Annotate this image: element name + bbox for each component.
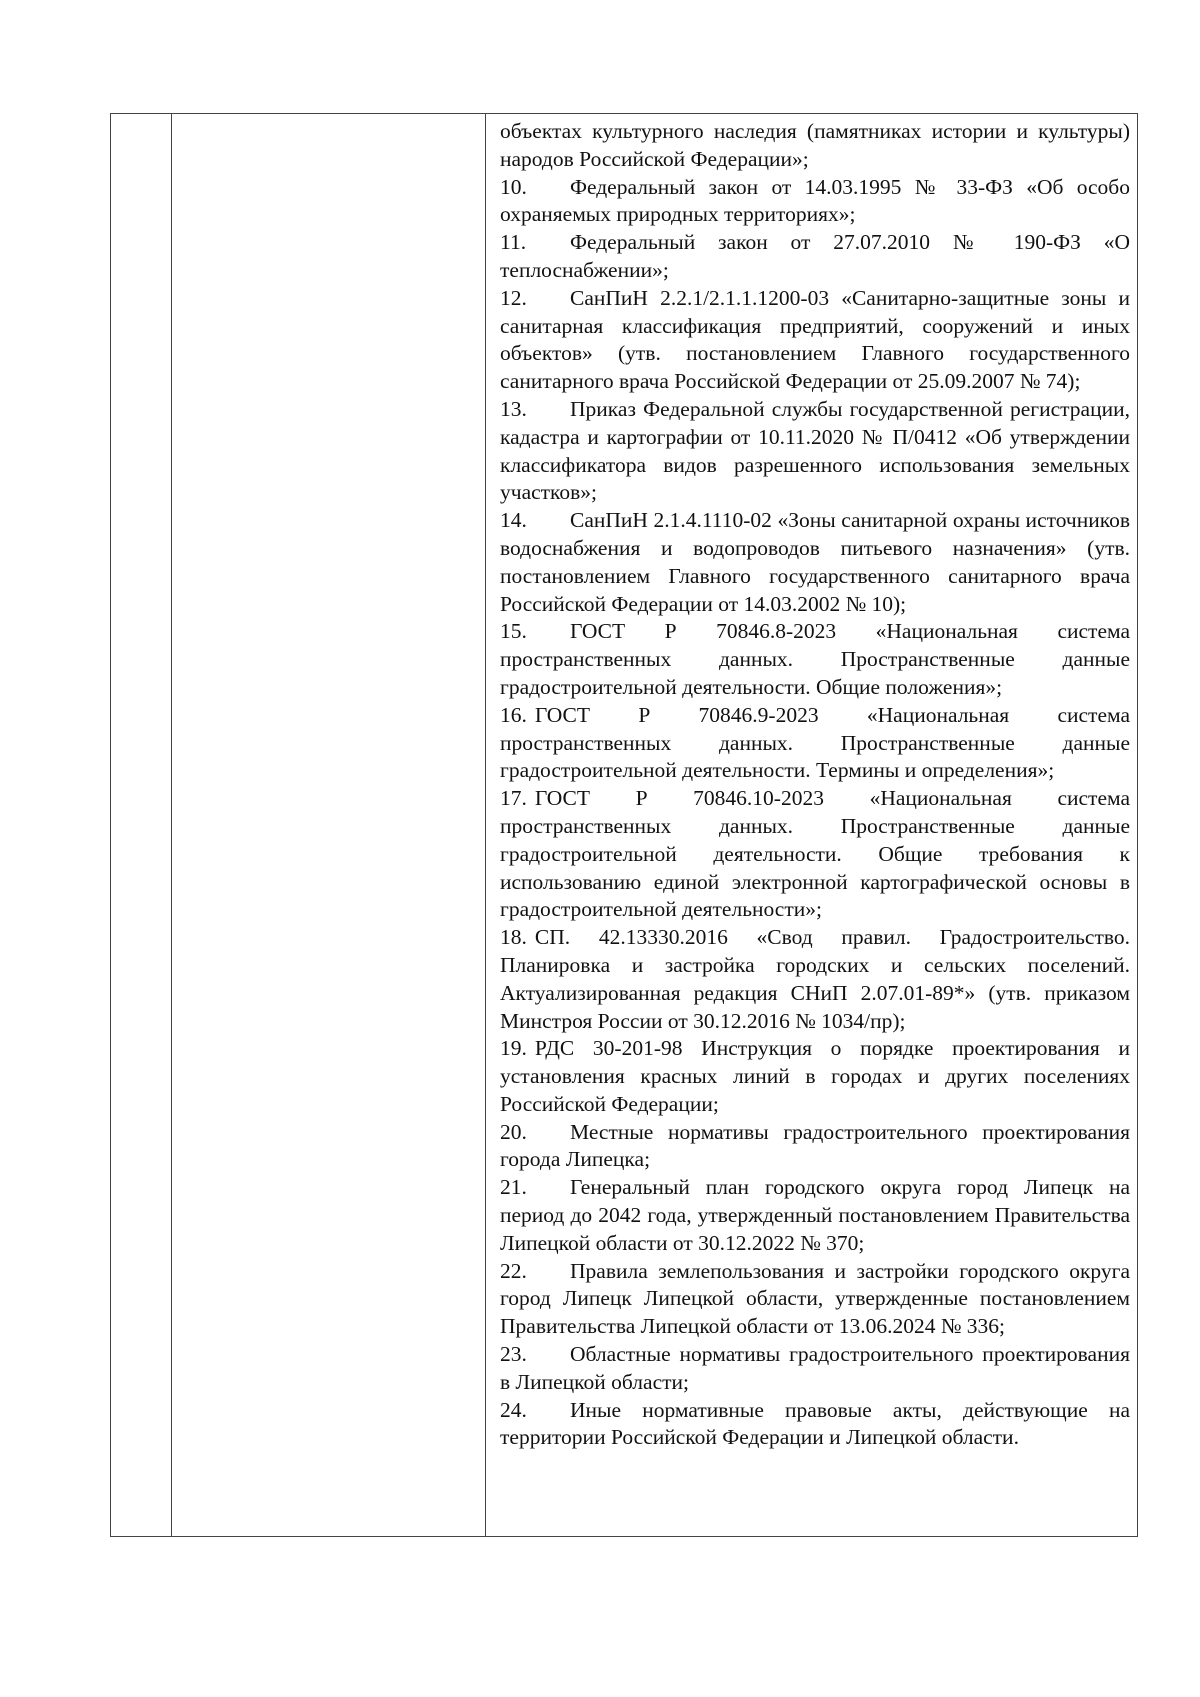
table-cell-content	[500, 118, 1130, 1452]
list-item	[500, 507, 1130, 618]
list-item-text: Правила землепользования и застройки городского округа город Липецк Липецкой области, утвержденные постановлением Правительства Липецкой области от 13.06.2024 № 336;	[500, 1258, 1130, 1339]
list-item-text: ГОСТ Р 70846.10-2023 «Национальная система пространственных данных. Пространственные данные градостроительной деятельности. Общие требования к использованию единой электронной картографической основы в градостроительной деятельности»;	[500, 786, 1130, 922]
table-column-divider-1	[171, 114, 172, 1536]
list-item-number: 18.	[500, 925, 527, 950]
list-item	[500, 1397, 1130, 1453]
table-column-divider-2	[485, 114, 486, 1536]
list-item-text: СанПиН 2.1.4.1110-02 «Зоны санитарной охраны источников водоснабжения и водопроводов питьевого назначения» (утв. постановлением Главного государственного санитарного врача Российской Федерации от 14.03.2002 № 10);	[500, 508, 1130, 616]
list-item-text: Иные нормативные правовые акты, действующие на территории Российской Федерации и Липецкой области.	[500, 1397, 1130, 1450]
list-item-number: 15.	[500, 619, 527, 644]
list-item-number: 20.	[500, 1119, 527, 1144]
list-item-text: Федеральный закон от 27.07.2010 № 190-ФЗ «О теплоснабжении»;	[500, 230, 1130, 282]
list-item	[500, 702, 1130, 785]
list-item	[500, 1035, 1130, 1118]
list-item-text: СП. 42.13330.2016 «Свод правил. Градостроительство. Планировка и застройка городских и сельских поселений. Актуализированная редакция СНиП 2.07.01-89*» (утв. приказом Минстроя России от 30.12.2016 № 1034/пр);	[500, 925, 1130, 1033]
list-item-text: объектах культурного наследия (памятниках истории и культуры) народов Российской Федерации»;	[500, 119, 1130, 171]
list-item	[500, 285, 1130, 396]
list-item-number: 17.	[500, 786, 527, 811]
list-item	[500, 1258, 1130, 1341]
list-item-text: Генеральный план городского округа город Липецк на период до 2042 года, утвержденный постановлением Правительства Липецкой области от 30.12.2022 № 370;	[500, 1175, 1130, 1255]
list-item-text: ГОСТ Р 70846.8-2023 «Национальная система пространственных данных. Пространственные данные градостроительной деятельности. Общие положения»;	[500, 619, 1130, 699]
list-item-number: 21.	[500, 1175, 527, 1200]
list-item-number: 24.	[500, 1397, 527, 1422]
list-item	[500, 174, 1130, 230]
list-item-number: 14.	[500, 508, 527, 533]
list-item	[500, 1174, 1130, 1257]
list-item-number: 10.	[500, 174, 527, 199]
list-item	[500, 1119, 1130, 1175]
list-item	[500, 618, 1130, 701]
list-item-text: Областные нормативы градостроительного проектирования в Липецкой области;	[500, 1342, 1130, 1394]
list-item-number: 16.	[500, 702, 527, 727]
list-item	[500, 1341, 1130, 1397]
list-item-text: СанПиН 2.2.1/2.1.1.1200-03 «Санитарно-защитные зоны и санитарная классификация предприятий, сооружений и иных объектов» (утв. постановлением Главного государственного санитарного врача Российской Федерации от 25.09.2007 № 74);	[500, 285, 1130, 394]
list-item-text: ГОСТ Р 70846.9-2023 «Национальная система пространственных данных. Пространственные данные градостроительной деятельности. Термины и определения»;	[500, 702, 1130, 783]
list-item-text: Федеральный закон от 14.03.1995 № 33-ФЗ «Об особо охраняемых природных территориях»;	[500, 174, 1130, 227]
list-item-number: 12.	[500, 285, 527, 310]
list-item	[500, 924, 1130, 1035]
list-item-number: 22.	[500, 1258, 527, 1283]
list-item-number: 13.	[500, 396, 527, 421]
list-item-continuation	[500, 118, 1130, 174]
list-item-text: Местные нормативы градостроительного проектирования города Липецка;	[500, 1119, 1130, 1172]
list-item-number: 23.	[500, 1342, 527, 1367]
list-item-number: 19.	[500, 1036, 527, 1061]
list-item	[500, 229, 1130, 285]
list-item-number: 11.	[500, 230, 527, 255]
list-item-text: Приказ Федеральной службы государственной регистрации, кадастра и картографии от 10.11.2020 № П/0412 «Об утверждении классификатора видов разрешенного использования земельных участков»;	[500, 396, 1130, 505]
list-item	[500, 396, 1130, 507]
document-table	[110, 113, 1138, 1537]
list-item-text: РДС 30-201-98 Инструкция о порядке проектирования и установления красных линий в городах и других поселениях Российской Федерации;	[500, 1036, 1130, 1116]
list-item	[500, 785, 1130, 924]
